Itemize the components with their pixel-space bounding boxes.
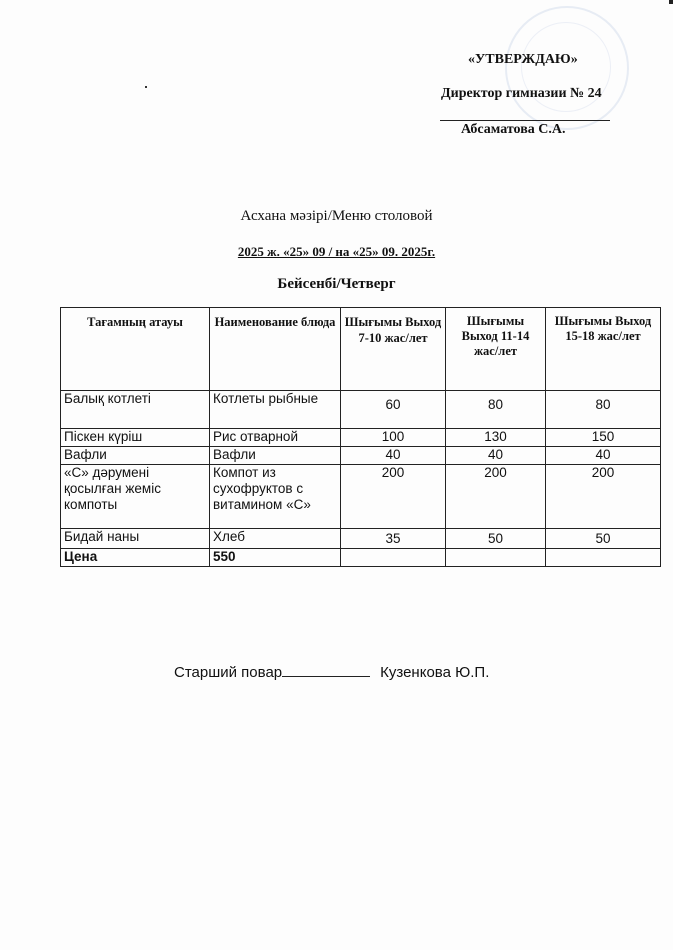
cook-name: Кузенкова Ю.П.	[380, 664, 490, 681]
signature-blank	[282, 676, 370, 677]
header-dish-ru: Наименование блюда	[210, 308, 341, 391]
dates-text: 2025 ж. «25» 09 / на «25» 09. 2025г.	[237, 244, 436, 259]
empty-cell	[546, 549, 661, 567]
cell-yield-2: 80	[446, 391, 546, 429]
cell-yield-2: 130	[446, 429, 546, 447]
cell-yield-1: 60	[341, 391, 446, 429]
cell-yield-3: 200	[546, 465, 661, 529]
cell-yield-1: 40	[341, 447, 446, 465]
cell-yield-1: 100	[341, 429, 446, 447]
scan-mark	[669, 0, 673, 4]
cell-dish-kz: Вафли	[61, 447, 210, 465]
table-header-row	[61, 308, 661, 391]
day-of-week: Бейсенбі/Четверг	[277, 276, 396, 292]
table-row	[61, 465, 661, 529]
cell-dish-ru: Компот из сухофруктов с витамином «С»	[210, 465, 341, 529]
header-dish-kz: Тағамның атауы	[61, 308, 210, 391]
cell-yield-1: 35	[341, 529, 446, 549]
cell-dish-kz: Балық котлеті	[61, 391, 210, 429]
empty-cell	[341, 549, 446, 567]
cell-yield-2: 200	[446, 465, 546, 529]
cell-yield-2: 50	[446, 529, 546, 549]
cell-dish-kz: «С» дәрумені қосылған жеміс компоты	[61, 465, 210, 529]
cell-dish-kz: Піскен күріш	[61, 429, 210, 447]
table-row	[61, 429, 661, 447]
document-dates	[0, 244, 673, 260]
cell-yield-2: 40	[446, 447, 546, 465]
table-row	[61, 447, 661, 465]
price-label: Цена	[61, 549, 210, 567]
cell-dish-ru: Вафли	[210, 447, 341, 465]
approval-heading: «УТВЕРЖДАЮ»	[468, 52, 578, 67]
signature-line	[440, 120, 610, 121]
header-yield-7-10: Шығымы Выход 7-10 жас/лет	[341, 308, 446, 391]
cook-role: Старший повар	[174, 664, 283, 681]
price-row	[61, 549, 661, 567]
empty-cell	[446, 549, 546, 567]
cell-yield-3: 50	[546, 529, 661, 549]
price-value: 550	[210, 549, 341, 567]
header-yield-11-14: Шығымы Выход 11-14 жас/лет	[446, 308, 546, 391]
scan-dot	[145, 86, 147, 88]
approval-position: Директор гимназии № 24	[441, 86, 602, 101]
cell-yield-3: 40	[546, 447, 661, 465]
cook-signature	[174, 664, 489, 681]
table-row	[61, 391, 661, 429]
menu-table	[60, 307, 661, 567]
cell-dish-ru: Котлеты рыбные	[210, 391, 341, 429]
table-row	[61, 529, 661, 549]
cell-dish-kz: Бидай наны	[61, 529, 210, 549]
cell-yield-3: 80	[546, 391, 661, 429]
document-title: Асхана мәзірі/Меню столовой	[240, 208, 433, 224]
cell-yield-3: 150	[546, 429, 661, 447]
cell-dish-ru: Хлеб	[210, 529, 341, 549]
header-yield-15-18: Шығымы Выход 15-18 жас/лет	[546, 308, 661, 391]
cell-yield-1: 200	[341, 465, 446, 529]
approval-name: Абсаматова С.А.	[461, 122, 566, 137]
cell-dish-ru: Рис отварной	[210, 429, 341, 447]
